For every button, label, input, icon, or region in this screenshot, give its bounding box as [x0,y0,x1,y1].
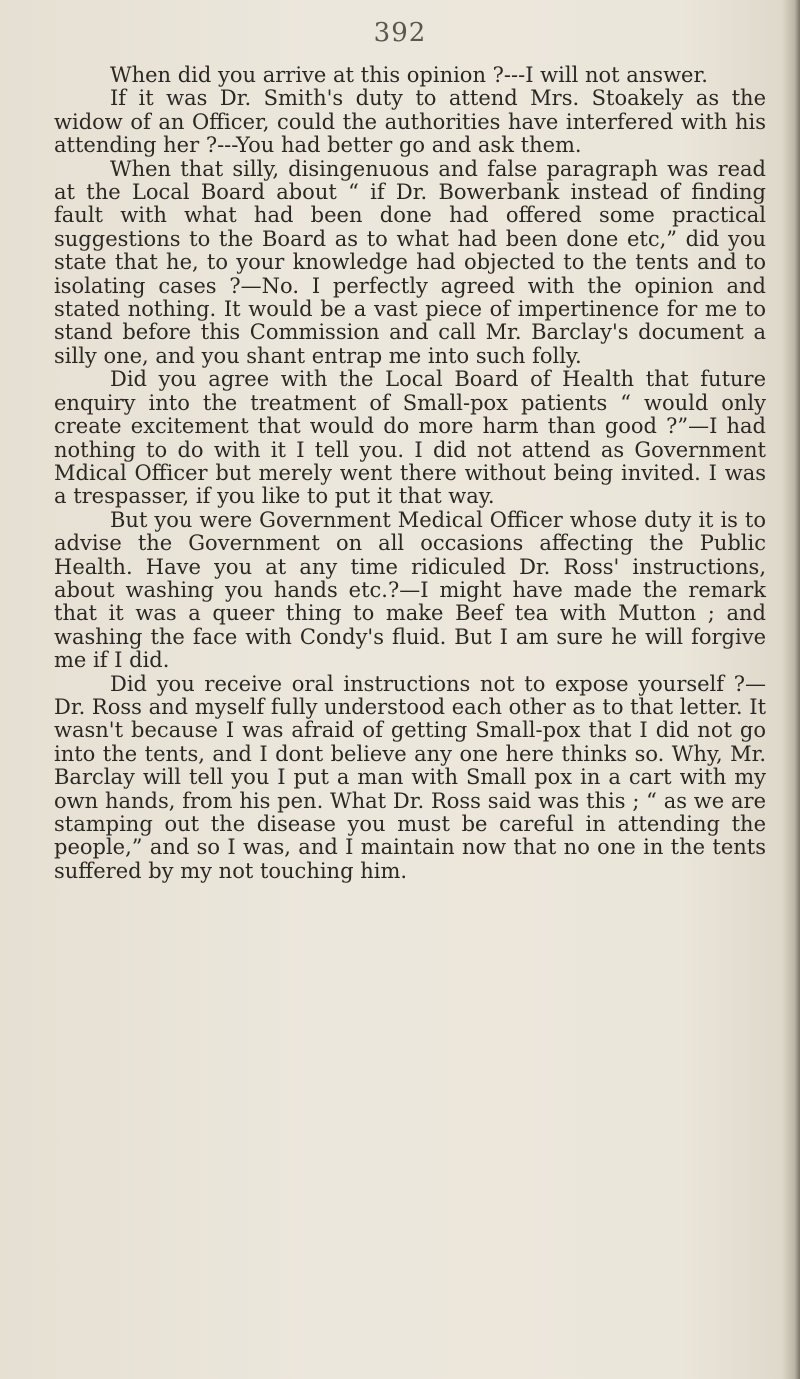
paragraph: When that silly, disingenuous and false paragraph was read at the Local Board about “ if Dr. Bowerbank instead of finding fault with what had been done had offered some practical suggestions to the Board as to what had been done etc,” did you state that he, to your knowledge had objected to the tents and to isolating cases ?—No. I perfectly agreed with the opinion and stated nothing. It would be a vast piece of impertinence for me to stand before this Commission and call Mr. Barclay's document a silly one, and you shant entrap me into such folly. [54,156,766,368]
paragraph: Did you receive oral instructions not to expose yourself ?—Dr. Ross and myself fully understood each other as to that letter. It wasn't because I was afraid of getting Small-pox that I did not go into the tents, and I dont believe any one here thinks so. Why, Mr. Barclay will tell you I put a man with Small pox in a cart with my own hands, from his pen. What Dr. Ross said was this ; “ as we are stamping out the disease you must be careful in attending the people,” and so I was, and I maintain now that no one in the tents suffered by my not touching him. [54,671,767,883]
paragraph: When did you arrive at this opinion ?---I will not answer. [110,63,708,87]
text-body [54,64,766,883]
paragraph: Did you agree with the Local Board of Health that future enquiry into the treatment of Small-pox patients “ would only create excitement that would do more harm than good ?”—I had nothing to do with it I tell you. I did not attend as Government Mdical Officer but merely went there without being invited. I was a trespasser, if you like to put it that way. [54,367,766,509]
page-edge-shadow [782,0,800,1379]
paragraph: If it was Dr. Smith's duty to attend Mrs. Stoakely as the widow of an Officer, could the authorities have interfered with his attending her ?---You had better go and ask them. [54,86,766,158]
paragraph: But you were Government Medical Officer whose duty it is to advise the Government on all occasions affecting the Public Health. Have you at any time ridiculed Dr. Ross' instructions, about washing you hands etc.?—I might have made the remark that it was a queer thing to make Beef tea with Mutton ; and washing the face with Condy's fluid. But I am sure he will forgive me if I did. [54,507,766,673]
page-number: 392 [373,18,427,48]
